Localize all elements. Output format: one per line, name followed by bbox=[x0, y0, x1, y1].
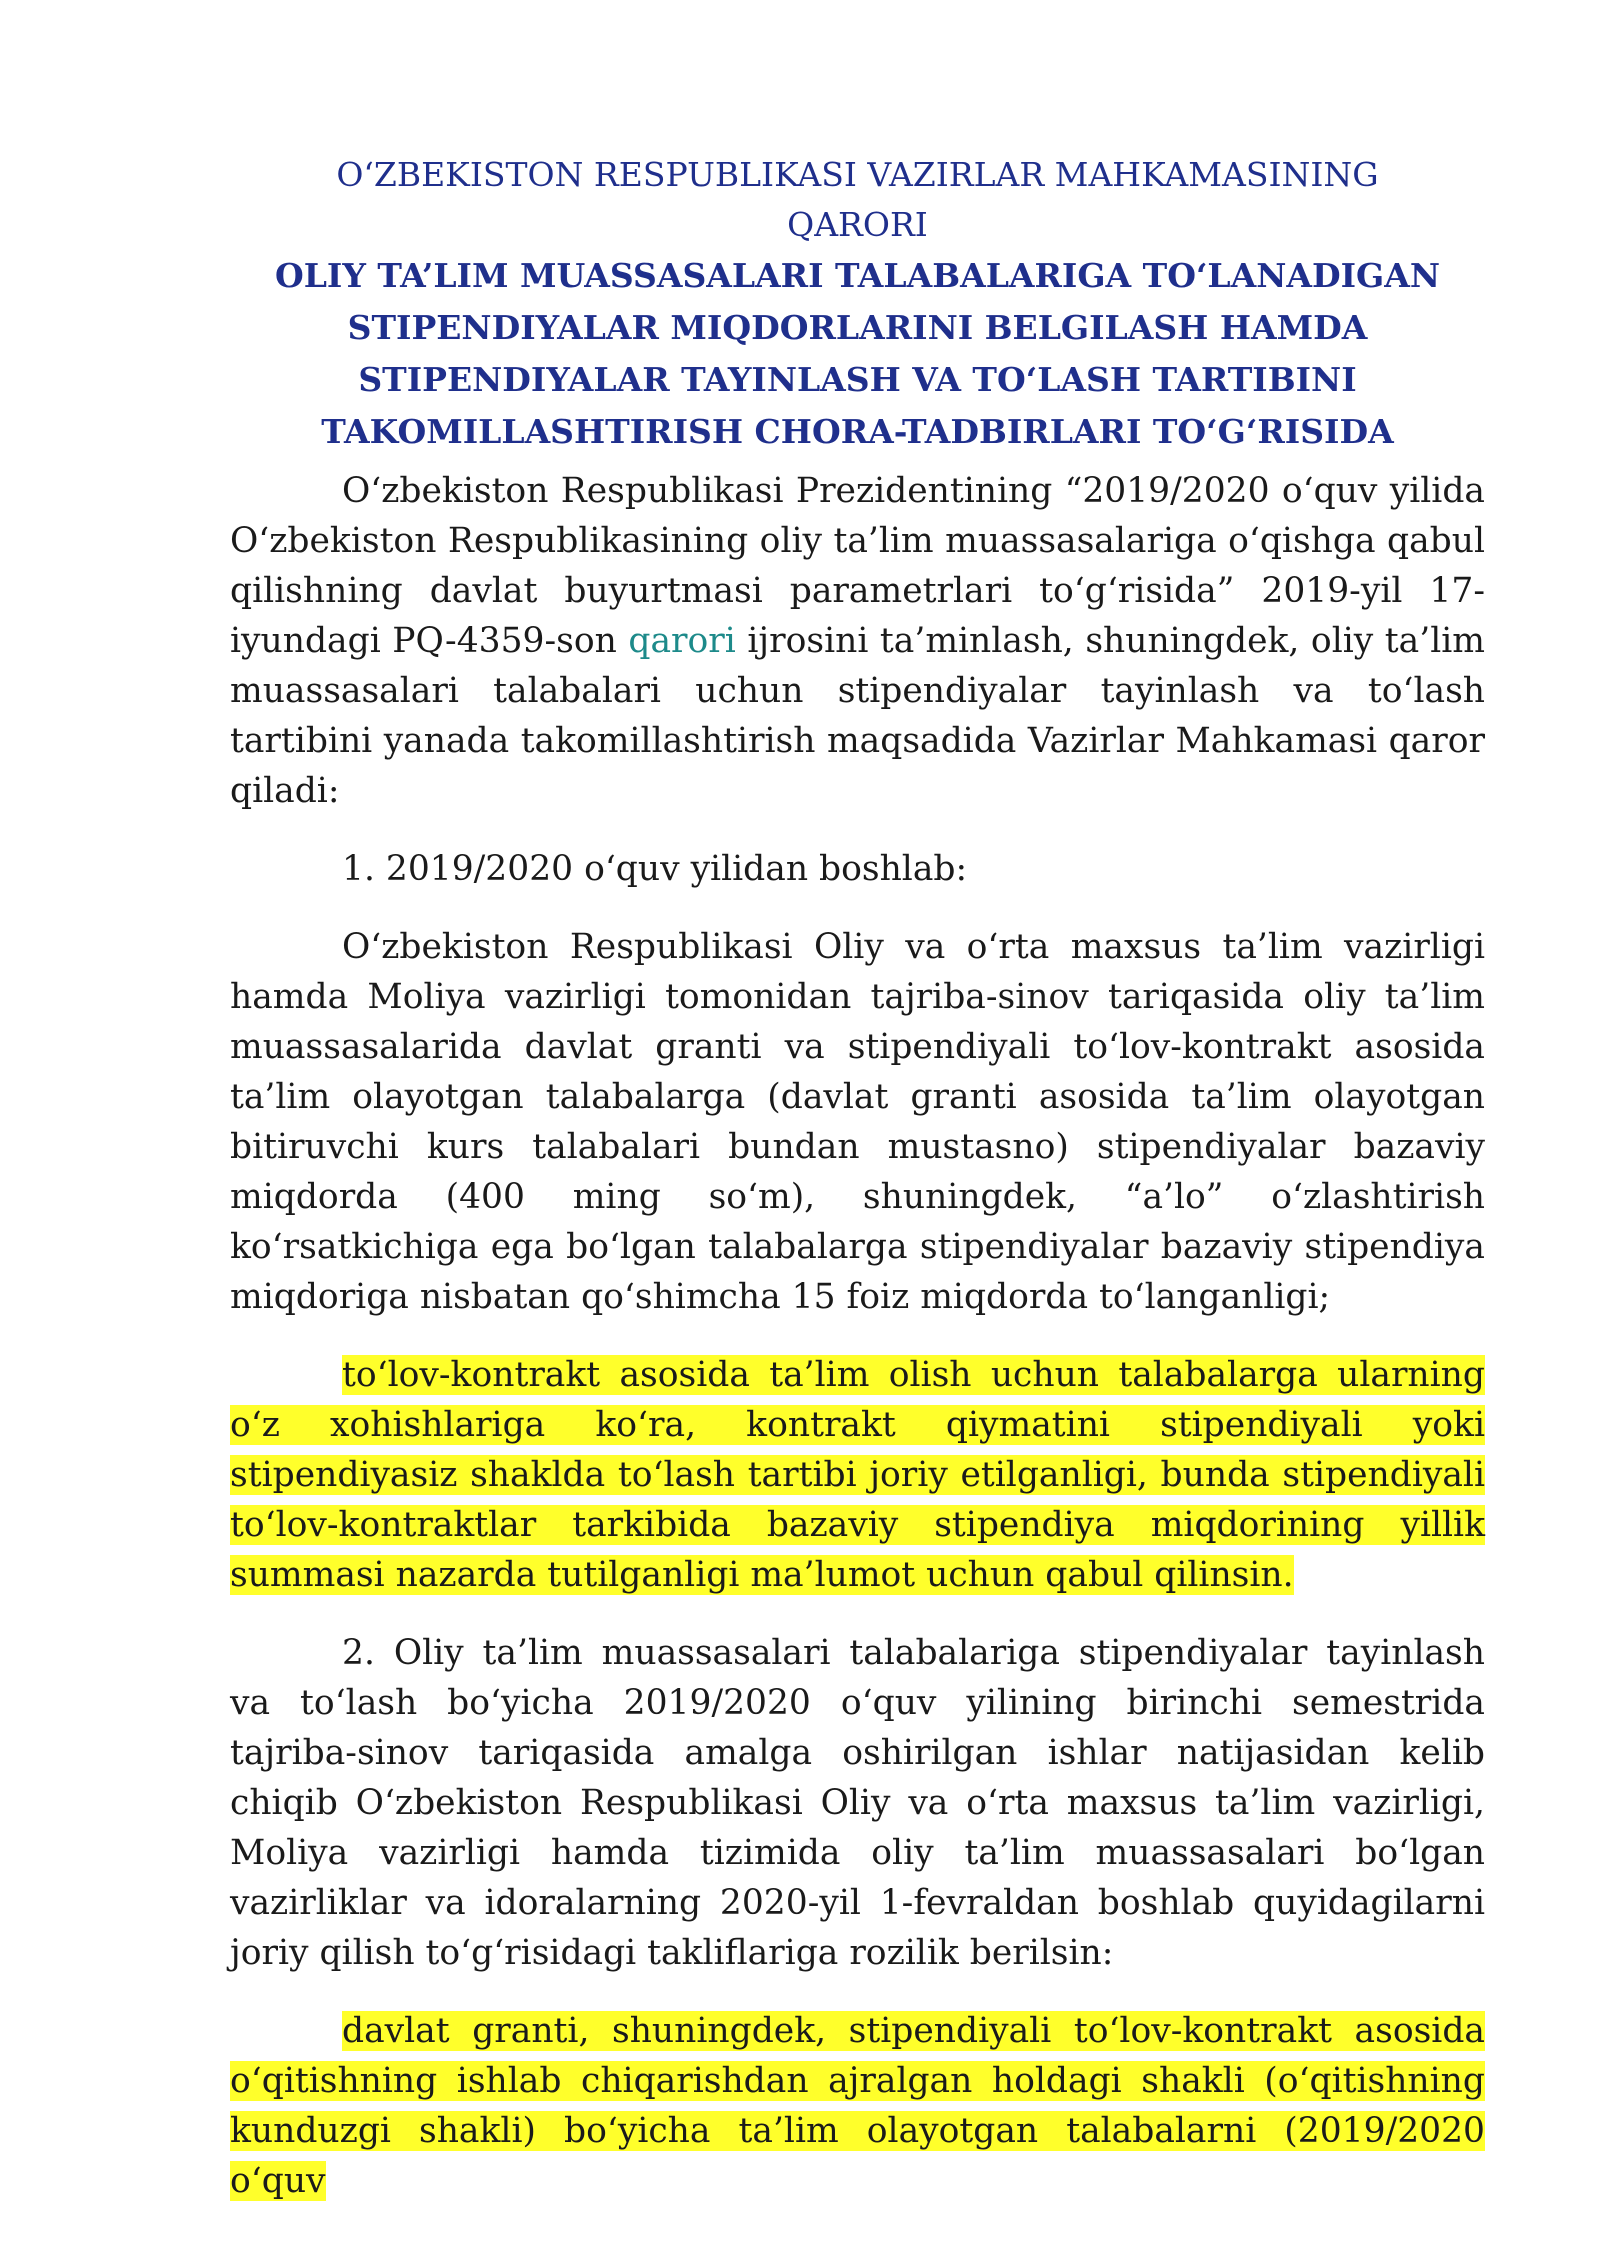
preamble-text-start: O‘zbekiston Respublikasi Prezidentining “2019/2020 o‘quv yilida O‘zbekiston Respublikasining oliy ta’lim muassasalariga o‘qishga qabul qilishning davlat buyurtmasi parametrlari to‘g‘risida” 2019-yil 17-iyundagi PQ-4359-son bbox=[230, 471, 1485, 661]
document-type: QARORI bbox=[787, 205, 928, 244]
item-2-paragraph-1: 2. Oliy ta’lim muassasalari talabalariga stipendiyalar tayinlash va to‘lash bo‘yicha 2019/2020 o‘quv yilining birinchi semestrida tajriba-sinov tariqasida amalga oshirilgan ishlar natijasidan kelib chiqib O‘zbekiston Respublikasi Oliy va o‘rta maxsus ta’lim vazirligi, Moliya vazirligi hamda tizimida oliy ta’lim muassasalari bo‘lgan vazirliklar va idoralarning 2020-yil 1-fevraldan boshlab quyidagilarni joriy qilish to‘g‘risidagi takliflariga rozilik berilsin: bbox=[230, 1633, 1485, 1973]
highlighted-text: to‘lov-kontrakt asosida ta’lim olish uchun talabalarga ularning o‘z xohishlariga ko‘ra, kontrakt qiymatini stipendiyali yoki stipendiyasiz shaklda to‘lash tartibi joriy etilganligi, bunda stipendiyali to‘lov-kontraktlar tarkibida bazaviy stipendiya miqdorining yillik summasi nazarda tutilganligi ma’lumot uchun qabul qilinsin. bbox=[230, 1355, 1485, 1595]
item-1-paragraph-2 bbox=[230, 1350, 1485, 1600]
item-2-paragraph-2 bbox=[230, 2006, 1485, 2206]
highlighted-text: davlat granti, shuningdek, stipendiyali to‘lov-kontrakt asosida o‘qitishning ishlab chiqarishdan ajralgan holdagi shakli (o‘qitishning kunduzgi shakli) bo‘yicha ta’lim olayotgan talabalarni (2019/2020 o‘quv bbox=[230, 2011, 1485, 2201]
preamble-paragraph bbox=[230, 466, 1485, 816]
item-1-heading: 1. 2019/2020 o‘quv yilidan boshlab: bbox=[342, 849, 968, 889]
title-line-3: STIPENDIYALAR TAYINLASH VA TO‘LASH TARTIBINI bbox=[358, 360, 1357, 399]
title-line-2: STIPENDIYALAR MIQDORLARINI BELGILASH HAMDA bbox=[347, 308, 1368, 347]
decree-link[interactable]: qarori bbox=[628, 621, 736, 661]
document-page bbox=[230, 150, 1485, 2206]
item-1-paragraph-1: O‘zbekiston Respublikasi Oliy va o‘rta maxsus ta’lim vazirligi hamda Moliya vazirligi tomonidan tajriba-sinov tariqasida oliy ta’lim muassasalarida davlat granti va stipendiyali to‘lov-kontrakt asosida ta’lim olayotgan talabalarga (davlat granti asosida ta’lim olayotgan bitiruvchi kurs talabalari bundan mustasno) stipendiyalar bazaviy miqdorda (400 ming so‘m), shuningdek, “a’lo” o‘zlashtirish ko‘rsatkichiga ega bo‘lgan talabalarga stipendiyalar bazaviy stipendiya miqdoriga nisbatan qo‘shimcha 15 foiz miqdorda to‘langanligi; bbox=[230, 927, 1485, 1317]
title-line-1: OLIY TA’LIM MUASSASALARI TALABALARIGA TO‘LANADIGAN bbox=[274, 256, 1441, 295]
issuer-line: O‘ZBEKISTON RESPUBLIKASI VAZIRLAR MAHKAMASINING bbox=[336, 155, 1379, 194]
preamble-text-end: ijrosini ta’minlash, shuningdek, oliy ta’lim muassasalari talabalari uchun stipendiyalar tayinlash va to‘lash tartibini yanada takomillashtirish maqsadida Vazirlar Mahkamasi qaror qiladi: bbox=[230, 621, 1485, 811]
title-line-4: TAKOMILLASHTIRISH CHORA-TADBIRLARI TO‘G‘RISIDA bbox=[321, 412, 1394, 451]
document-header bbox=[230, 150, 1485, 458]
